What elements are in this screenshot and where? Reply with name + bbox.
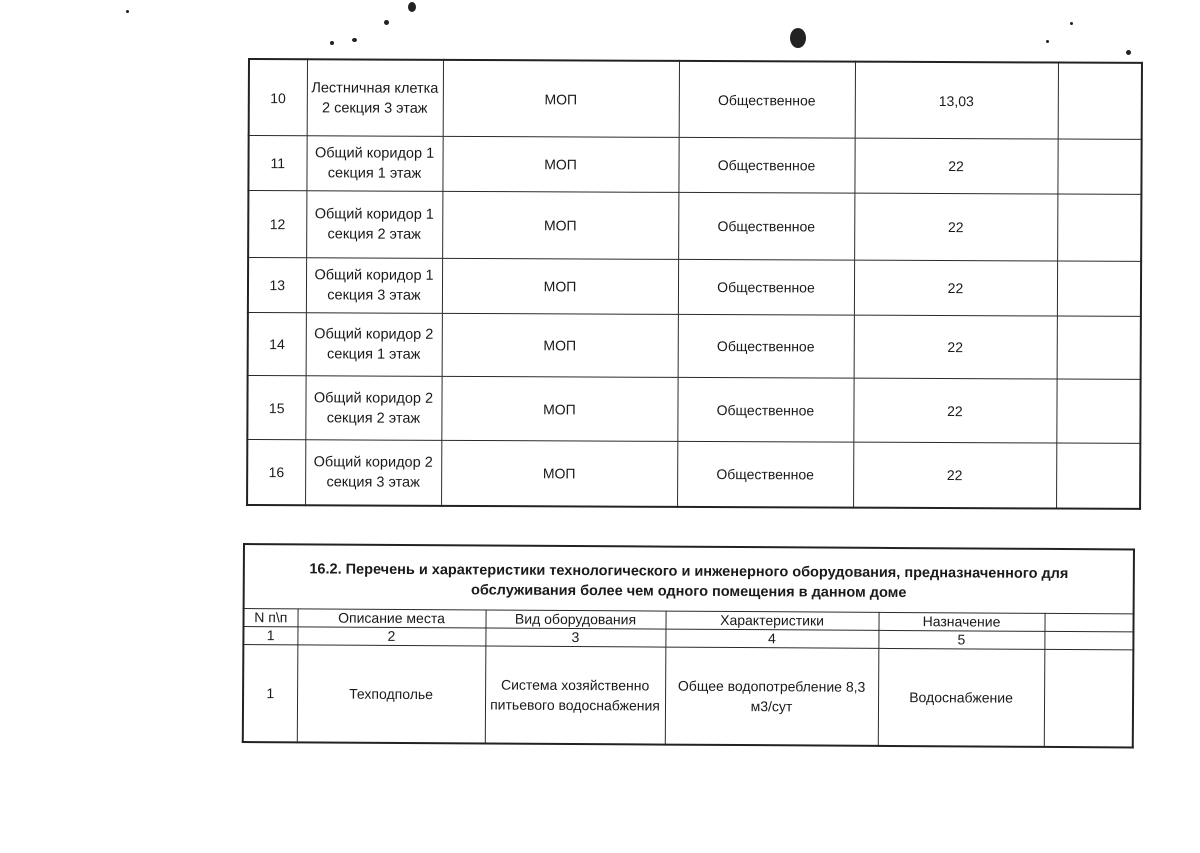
- header-purpose: Назначение: [878, 612, 1044, 631]
- equipment-table-container: [242, 543, 1133, 748]
- cell-usage-type: Общественное: [678, 314, 854, 378]
- rooms-table-container: [246, 58, 1141, 510]
- index-3: 3: [485, 627, 665, 646]
- cell-category: МОП: [442, 136, 678, 192]
- cell-usage-type: Общественное: [678, 192, 854, 261]
- cell-category: МОП: [441, 377, 677, 441]
- cell-category: МОП: [443, 60, 679, 138]
- cell-usage-type: Общественное: [678, 137, 854, 192]
- cell-number: 13: [248, 258, 306, 313]
- table-row: [243, 644, 1134, 747]
- index-6: [1044, 631, 1133, 650]
- table-row: [247, 376, 1140, 443]
- cell-extra: [1057, 139, 1141, 194]
- cell-place: Техподполье: [297, 644, 486, 743]
- cell-number: 12: [248, 190, 306, 258]
- cell-area: 22: [853, 379, 1056, 443]
- cell-characteristics: Общее водопотребление 8,3 м3/сут: [665, 647, 879, 746]
- equipment-table-title: 16.2. Перечень и характеристики технологического и инженерного оборудования, предназначенного для обслуживания более чем одного помещения в данном доме: [244, 544, 1134, 613]
- cell-area: 22: [853, 442, 1056, 509]
- cell-category: МОП: [441, 440, 677, 507]
- cell-number: 15: [247, 376, 305, 440]
- cell-room-name: Общий коридор 2 секция 3 этаж: [305, 440, 441, 506]
- scan-speck: [384, 20, 389, 25]
- cell-area: 13,03: [855, 62, 1058, 139]
- header-equipment: Вид оборудования: [485, 609, 665, 628]
- cell-extra: [1044, 649, 1134, 748]
- cell-equipment: Система хозяйственно питьевого водоснабжения: [485, 645, 666, 744]
- table-row: [248, 258, 1141, 317]
- cell-number: 10: [249, 59, 307, 136]
- cell-usage-type: Общественное: [679, 61, 855, 138]
- cell-extra: [1056, 380, 1140, 444]
- cell-area: 22: [854, 261, 1057, 317]
- cell-extra: [1056, 443, 1140, 509]
- index-5: 5: [878, 630, 1044, 649]
- cell-extra: [1057, 194, 1141, 262]
- cell-area: 22: [854, 315, 1057, 379]
- scan-speck: [352, 38, 357, 42]
- index-4: 4: [665, 629, 878, 648]
- cell-room-name: Общий коридор 2 секция 1 этаж: [306, 313, 442, 377]
- cell-number: 11: [248, 136, 306, 191]
- cell-category: МОП: [442, 191, 678, 260]
- cell-area: 22: [854, 138, 1057, 194]
- header-extra: [1044, 613, 1133, 632]
- table-row: [248, 313, 1141, 380]
- scan-speck: [126, 10, 129, 13]
- index-2: 2: [297, 626, 485, 645]
- cell-extra: [1057, 261, 1141, 316]
- cell-room-name: Общий коридор 1 секция 2 этаж: [306, 190, 442, 258]
- table-row: [249, 59, 1142, 139]
- header-number: N п\п: [243, 608, 297, 626]
- index-1: 1: [243, 626, 297, 644]
- rooms-table: [246, 58, 1143, 510]
- cell-category: МОП: [442, 313, 678, 377]
- cell-usage-type: Общественное: [677, 441, 853, 507]
- cell-extra: [1057, 316, 1141, 380]
- scan-speck: [408, 2, 416, 12]
- table-row: [248, 136, 1141, 195]
- cell-room-name: Общий коридор 2 секция 2 этаж: [305, 376, 441, 440]
- scan-speck: [1070, 22, 1073, 25]
- cell-usage-type: Общественное: [678, 260, 854, 315]
- cell-number: 14: [248, 313, 306, 377]
- scan-speck: [330, 41, 334, 45]
- header-place: Описание места: [297, 608, 485, 627]
- cell-room-name: Общий коридор 1 секция 1 этаж: [306, 136, 442, 191]
- cell-number: 1: [243, 644, 298, 742]
- cell-extra: [1058, 63, 1142, 140]
- cell-room-name: Лестничная клетка 2 секция 3 этаж: [307, 59, 443, 136]
- scan-speck: [790, 28, 806, 48]
- table-row: [248, 190, 1141, 262]
- scan-speck: [1126, 50, 1131, 55]
- table-row: [247, 439, 1140, 509]
- cell-area: 22: [854, 193, 1057, 262]
- cell-room-name: Общий коридор 1 секция 3 этаж: [306, 258, 442, 313]
- cell-number: 16: [247, 439, 305, 505]
- cell-purpose: Водоснабжение: [878, 648, 1045, 747]
- cell-category: МОП: [442, 259, 678, 315]
- header-characteristics: Характеристики: [665, 611, 878, 630]
- scan-speck: [1046, 40, 1049, 43]
- equipment-table: [242, 543, 1135, 748]
- cell-usage-type: Общественное: [677, 378, 853, 442]
